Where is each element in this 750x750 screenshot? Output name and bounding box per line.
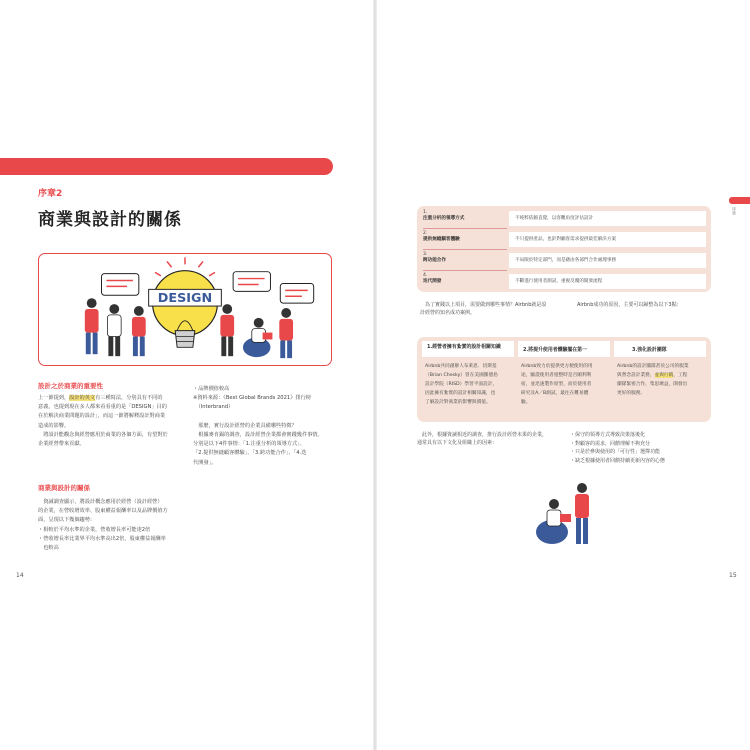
- table-cell: [516, 360, 612, 409]
- row-number: 4.: [423, 273, 428, 278]
- people-illustration: [530, 480, 602, 548]
- table-cell: [612, 360, 710, 400]
- row-description: 不只提供產品，也針對顧客需求提供最佳解決方案: [509, 232, 706, 247]
- row-description: 不斷進行使用者測試，重視反覆的開發流程: [509, 274, 706, 289]
- row-number: 1.: [423, 210, 428, 215]
- row-description: 不局限於特定部門，而是藉由各部門合作處理事務: [509, 253, 706, 268]
- cell-line: 宿，並迅速製作原型，而於使用者: [521, 382, 592, 387]
- column-two-text: [193, 385, 338, 468]
- body-line: 將設計能觀念與經營應用於商業的各個方面，有望對於: [38, 431, 168, 438]
- table-row: [417, 250, 711, 270]
- section-heading-relationship: 商業與設計的關係: [38, 484, 90, 492]
- body-line: ・相較於平均水準的企業，營收增長率可能達2倍: [38, 526, 151, 533]
- cell-line: [617, 371, 705, 380]
- cell-line: 研究及A／B測試，最往在難易體: [521, 391, 589, 396]
- airbnb-intro-text: [420, 301, 568, 318]
- body-line: 分別是以下4件事情：「1.注重分析的領導方式」、: [193, 441, 305, 448]
- mckinsey-practices-table: [417, 206, 711, 292]
- book-spine: [373, 0, 377, 750]
- body-line: 根據麥肯錫的調查，設計經營企業都會實踐幾件事情。: [193, 432, 323, 439]
- chapter-band: [0, 158, 333, 175]
- body-line: 企業經營帶來貢獻。: [38, 441, 85, 448]
- failure-factors-list: [570, 431, 665, 465]
- airbnb-success-table: [417, 337, 711, 422]
- body-line: 此外，根據資誡相近的調查，推行設計經營未果的企業，: [417, 432, 548, 438]
- table-header: 3.強化設計團隊: [614, 341, 706, 357]
- body-line: 代開發」。: [193, 459, 217, 466]
- body-line: 的企業，在營收增效率、股東權益報酬率以及品牌價值方: [38, 508, 168, 515]
- side-tab-label: 序章: [732, 207, 737, 215]
- row-label: 提供無縫顧客體驗: [423, 237, 460, 242]
- list-item: ・保守的領導方式導致決策落後化: [570, 432, 646, 438]
- row-label: 注重分析的領導方式: [423, 216, 465, 221]
- failure-factors-intro: [417, 431, 547, 448]
- section-body-importance: [38, 394, 183, 449]
- chapter-label: 序章2: [38, 189, 63, 199]
- side-tab-marker: [729, 197, 750, 204]
- body-line: ・品牌價值較高: [193, 386, 230, 392]
- highlighted-text: 並與行銷: [654, 373, 674, 378]
- cell-line: 了解設計對商業的影響與價值。: [425, 400, 491, 405]
- list-item: ・只是於參與使用的「可行性」選擇功能: [570, 449, 661, 456]
- row-label: 跨功能合作: [423, 258, 446, 263]
- body-line: 資誡調查顯示，將設計概念應用於經營（設計經營）: [38, 499, 163, 505]
- cell-line: Airbnb共同創辦人布萊恩．切斯基: [425, 364, 497, 369]
- row-number: 3.: [423, 252, 428, 257]
- body-line: 面，呈現以下幾個趨勢：: [38, 517, 96, 524]
- body-line: 造成的影響。: [38, 422, 70, 429]
- body-line: 也較高: [38, 545, 59, 552]
- cell-line: Airbnb致力於提供更方便使用的用: [521, 364, 593, 369]
- cell-text: ，工程: [673, 373, 688, 378]
- body-line: 意義，也提到現在多人都來看看重的是「DESIGN」目的: [38, 404, 167, 411]
- body-line: [38, 394, 183, 403]
- airbnb-reasons-intro: Airbnb成功的原因，主要可以歸整為以下3點：: [577, 302, 682, 308]
- table-row: [417, 229, 711, 249]
- body-text: 上一節提到，: [38, 395, 70, 401]
- cell-text: 與營念設計業務，: [617, 373, 655, 378]
- body-line: 為了實踐以上項目，需要做到哪些事情？Airbnb就是設: [420, 302, 547, 308]
- table-row: [417, 271, 711, 291]
- row-description: 不純粹依賴直覺，以客觀角度評估設計: [509, 211, 706, 226]
- cell-line: （Brian Chesky）曾在美國羅德島: [425, 373, 498, 378]
- body-line: 通常具有以下文化及組織上的因素：: [417, 440, 498, 447]
- cell-line: 設計學院（RISD）學習平面設計，: [425, 382, 498, 387]
- table-cell: [420, 360, 516, 409]
- table-header: 1.經營者擁有紮實的設計相關知識: [422, 341, 514, 357]
- body-line: （Interbrand）: [193, 404, 234, 411]
- section-body-relationship: [38, 498, 183, 553]
- page-number-left: 14: [16, 572, 24, 579]
- design-illustration-art: [39, 254, 331, 365]
- table-header: 2.將提升使用者體驗擺在第一: [518, 341, 610, 357]
- page-number-right: 15: [729, 572, 737, 579]
- page-title: 商業與設計的關係: [38, 210, 182, 230]
- body-line: 那麼，實行設計經營的企業具備哪些特徵？: [193, 422, 297, 429]
- body-line: 計經營的知名成功案例。: [420, 310, 476, 317]
- row-number: 2.: [423, 231, 428, 236]
- highlighted-text: 設計的英文: [69, 395, 96, 401]
- body-line: 「2.提供無縫顧客體驗」、「3.跨功能合作」、「4.迭: [193, 450, 307, 457]
- speech-bubble-icon: [102, 274, 139, 296]
- list-item: ・對顧客的需求，回饋理解不夠充分: [570, 440, 651, 447]
- row-label: 迭代開發: [423, 279, 442, 284]
- section-heading-importance: 設計之於商業的重要性: [38, 382, 103, 390]
- table-row: [417, 208, 711, 228]
- body-text: 有三種寫法，分別具有不同的: [95, 395, 163, 401]
- cell-line: 途，驗證使用者租整時是否順利利: [521, 373, 592, 378]
- design-illustration: [38, 253, 332, 366]
- cell-line: 團隊緊密合作，集思廣益，開發出: [617, 382, 688, 387]
- cell-line: 驗。: [521, 400, 531, 405]
- cell-line: 因此擁有紮實的設計相關知識，也: [425, 391, 496, 396]
- body-line: 在於解決商業問題的設計」，而這一節將解釋設計對商業: [38, 413, 166, 420]
- cell-line: Airbnb的設計團隊甚於公司的服業: [617, 364, 689, 369]
- design-logo-text: DESIGN: [157, 291, 213, 307]
- body-line: ※資料來源：《Best Global Brands 2021》排行榜: [193, 395, 311, 402]
- cell-line: 更好的服務。: [617, 391, 646, 396]
- body-line: [193, 413, 338, 422]
- list-item: ・缺乏根據使用者回饋持續更新內容的心態: [570, 457, 666, 464]
- body-line: ・營收增長率比業界平均水準高出2倍，股東權益報酬率: [38, 535, 166, 542]
